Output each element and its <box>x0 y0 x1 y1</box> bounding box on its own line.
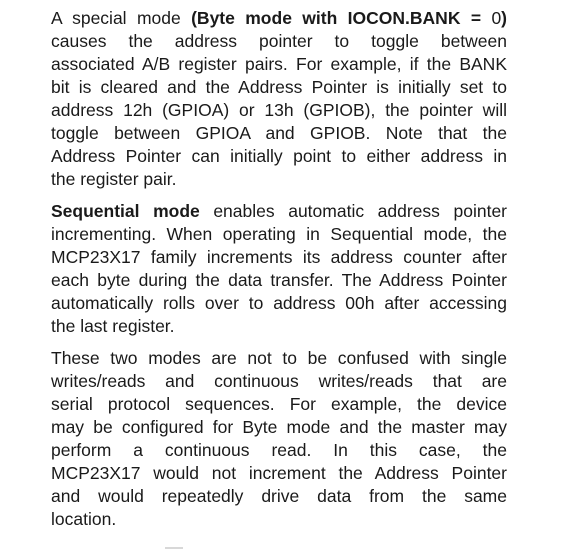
bold-text-run: (Byte mode with IOCON.BANK = <box>191 8 492 28</box>
text-line <box>51 347 507 370</box>
text-run: 0 <box>491 8 502 28</box>
paragraph <box>51 7 507 191</box>
text-run: causes the address pointer to toggle between <box>51 31 507 51</box>
text-line <box>51 393 507 416</box>
text-line <box>51 168 507 191</box>
text-line <box>51 99 507 122</box>
text-line <box>51 30 507 53</box>
text-line <box>51 439 507 462</box>
text-run: MCP23X17 family increments its address counter after <box>51 247 507 267</box>
text-run: serial protocol sequences. For example, the device <box>51 394 507 414</box>
bold-text-run: ) <box>501 8 507 28</box>
text-run: A special mode <box>51 8 192 28</box>
text-run: and would repeatedly drive data from the same <box>51 486 507 506</box>
text-line <box>51 370 507 393</box>
text-line <box>51 269 507 292</box>
text-line <box>51 223 507 246</box>
text-line <box>51 7 507 30</box>
text-line <box>51 76 507 99</box>
text-line <box>51 200 507 223</box>
document-body <box>51 7 507 531</box>
text-run: location. <box>51 509 117 529</box>
text-run: Address Pointer can initially point to either address in <box>51 146 507 166</box>
text-run: the last register. <box>51 316 175 336</box>
text-run: These two modes are not to be confused with single <box>51 348 507 368</box>
text-line <box>51 508 507 531</box>
text-line <box>51 315 507 338</box>
page-edge-mark <box>165 547 183 549</box>
text-run: associated A/B register pairs. For example, if the BANK <box>51 54 507 74</box>
bold-text-run: Sequential mode <box>51 201 200 221</box>
text-run: enables automatic address pointer <box>199 201 507 221</box>
text-line <box>51 292 507 315</box>
text-line <box>51 145 507 168</box>
text-run: perform a continuous read. In this case, the <box>51 440 507 460</box>
text-run: writes/reads and continuous writes/reads that are <box>51 371 507 391</box>
text-run: may be configured for Byte mode and the master may <box>51 417 507 437</box>
paragraph <box>51 347 507 531</box>
text-line <box>51 53 507 76</box>
text-run: incrementing. When operating in Sequential mode, the <box>51 224 507 244</box>
text-run: the register pair. <box>51 169 177 189</box>
text-line <box>51 462 507 485</box>
text-run: automatically rolls over to address 00h after accessing <box>51 293 507 313</box>
text-line <box>51 485 507 508</box>
text-line <box>51 122 507 145</box>
paragraph <box>51 200 507 338</box>
text-run: address 12h (GPIOA) or 13h (GPIOB), the pointer will <box>51 100 507 120</box>
text-run: toggle between GPIOA and GPIOB. Note that the <box>51 123 507 143</box>
text-run: each byte during the data transfer. The Address Pointer <box>51 270 507 290</box>
text-line <box>51 416 507 439</box>
text-run: bit is cleared and the Address Pointer is initially set to <box>51 77 507 97</box>
text-line <box>51 246 507 269</box>
text-run: MCP23X17 would not increment the Address Pointer <box>51 463 507 483</box>
